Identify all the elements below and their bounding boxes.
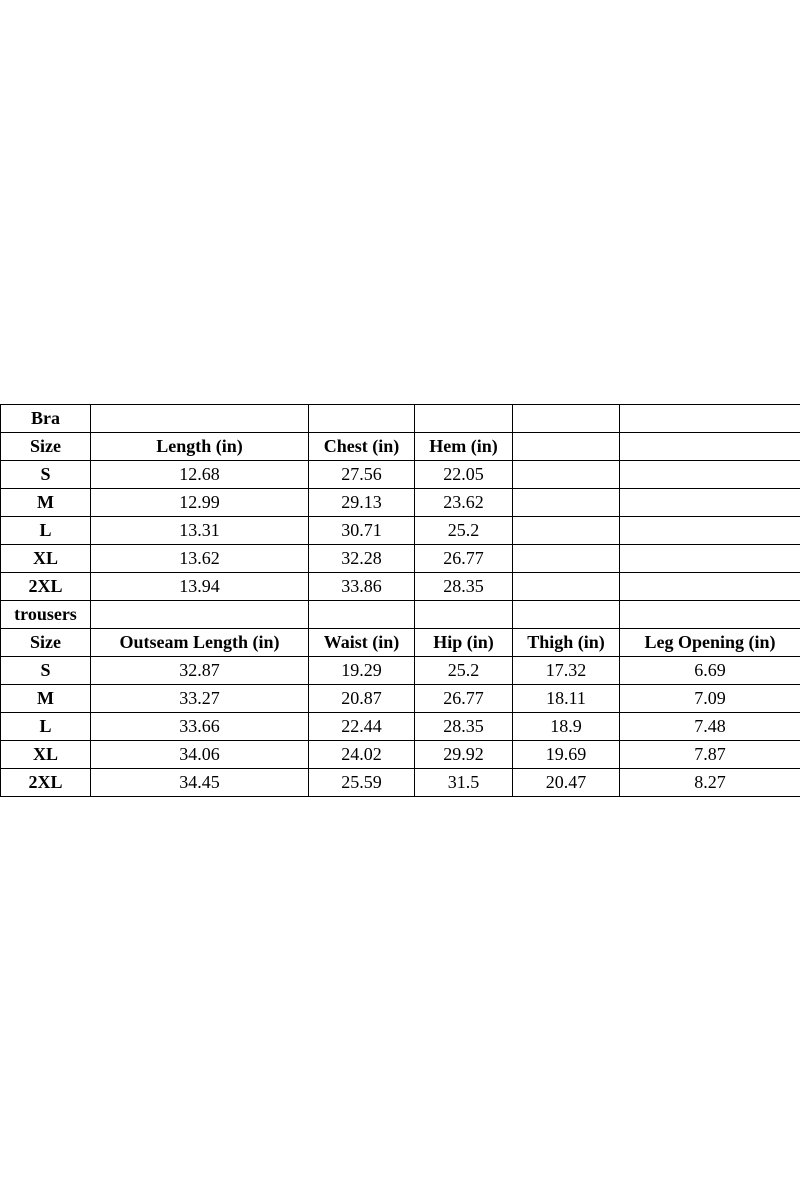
trousers-value-cell: 25.2 xyxy=(415,657,513,685)
bra-value-cell xyxy=(513,545,620,573)
empty-cell xyxy=(309,601,415,629)
trousers-value-cell: 19.29 xyxy=(309,657,415,685)
trousers-value-cell: 8.27 xyxy=(620,769,800,797)
bra-size-cell: L xyxy=(1,517,91,545)
trousers-column-header: Thigh (in) xyxy=(513,629,620,657)
trousers-size-cell: M xyxy=(1,685,91,713)
bra-value-cell xyxy=(513,461,620,489)
trousers-table-row xyxy=(1,741,800,769)
trousers-table-row xyxy=(1,713,800,741)
trousers-column-header: Leg Opening (in) xyxy=(620,629,800,657)
bra-column-header xyxy=(513,433,620,461)
bra-column-header: Chest (in) xyxy=(309,433,415,461)
trousers-header-row xyxy=(1,629,800,657)
bra-table-row xyxy=(1,489,800,517)
bra-value-cell: 33.86 xyxy=(309,573,415,601)
bra-value-cell xyxy=(620,545,800,573)
bra-table-row xyxy=(1,517,800,545)
bra-value-cell xyxy=(513,489,620,517)
trousers-column-header: Size xyxy=(1,629,91,657)
bra-value-cell: 26.77 xyxy=(415,545,513,573)
trousers-column-header: Hip (in) xyxy=(415,629,513,657)
bra-section-title-row xyxy=(1,405,800,433)
trousers-value-cell: 34.06 xyxy=(91,741,309,769)
empty-cell xyxy=(620,601,800,629)
trousers-value-cell: 33.66 xyxy=(91,713,309,741)
bra-value-cell: 32.28 xyxy=(309,545,415,573)
bra-value-cell xyxy=(620,517,800,545)
bra-value-cell: 12.99 xyxy=(91,489,309,517)
trousers-value-cell: 20.47 xyxy=(513,769,620,797)
trousers-value-cell: 22.44 xyxy=(309,713,415,741)
bra-size-cell: S xyxy=(1,461,91,489)
empty-cell xyxy=(91,405,309,433)
trousers-value-cell: 34.45 xyxy=(91,769,309,797)
bra-value-cell: 30.71 xyxy=(309,517,415,545)
bra-size-cell: M xyxy=(1,489,91,517)
bra-column-header xyxy=(620,433,800,461)
empty-cell xyxy=(513,405,620,433)
empty-cell xyxy=(309,405,415,433)
trousers-value-cell: 7.87 xyxy=(620,741,800,769)
bra-value-cell xyxy=(620,461,800,489)
trousers-value-cell: 18.11 xyxy=(513,685,620,713)
bra-table-row xyxy=(1,461,800,489)
bra-size-cell: XL xyxy=(1,545,91,573)
trousers-value-cell: 20.87 xyxy=(309,685,415,713)
empty-cell xyxy=(415,601,513,629)
trousers-column-header: Outseam Length (in) xyxy=(91,629,309,657)
bra-table-row xyxy=(1,573,800,601)
bra-value-cell: 12.68 xyxy=(91,461,309,489)
trousers-table-row xyxy=(1,657,800,685)
bra-value-cell xyxy=(620,573,800,601)
trousers-value-cell: 28.35 xyxy=(415,713,513,741)
trousers-value-cell: 26.77 xyxy=(415,685,513,713)
bra-column-header: Hem (in) xyxy=(415,433,513,461)
trousers-size-cell: S xyxy=(1,657,91,685)
bra-header-row xyxy=(1,433,800,461)
bra-value-cell xyxy=(513,517,620,545)
bra-value-cell: 28.35 xyxy=(415,573,513,601)
trousers-value-cell: 31.5 xyxy=(415,769,513,797)
trousers-size-cell: XL xyxy=(1,741,91,769)
bra-value-cell: 13.62 xyxy=(91,545,309,573)
trousers-size-cell: 2XL xyxy=(1,769,91,797)
trousers-section-title: trousers xyxy=(1,601,91,629)
bra-column-header: Size xyxy=(1,433,91,461)
trousers-value-cell: 7.48 xyxy=(620,713,800,741)
trousers-table-row xyxy=(1,769,800,797)
bra-size-cell: 2XL xyxy=(1,573,91,601)
size-chart-body xyxy=(1,405,800,797)
trousers-column-header: Waist (in) xyxy=(309,629,415,657)
bra-value-cell xyxy=(513,573,620,601)
bra-value-cell: 25.2 xyxy=(415,517,513,545)
bra-value-cell: 23.62 xyxy=(415,489,513,517)
trousers-value-cell: 25.59 xyxy=(309,769,415,797)
empty-cell xyxy=(415,405,513,433)
bra-value-cell: 22.05 xyxy=(415,461,513,489)
bra-value-cell: 29.13 xyxy=(309,489,415,517)
bra-value-cell: 13.94 xyxy=(91,573,309,601)
trousers-value-cell: 32.87 xyxy=(91,657,309,685)
bra-value-cell: 13.31 xyxy=(91,517,309,545)
trousers-value-cell: 7.09 xyxy=(620,685,800,713)
trousers-value-cell: 29.92 xyxy=(415,741,513,769)
trousers-value-cell: 17.32 xyxy=(513,657,620,685)
trousers-table-row xyxy=(1,685,800,713)
trousers-value-cell: 24.02 xyxy=(309,741,415,769)
bra-section-title: Bra xyxy=(1,405,91,433)
size-chart-table xyxy=(0,404,800,797)
trousers-size-cell: L xyxy=(1,713,91,741)
trousers-value-cell: 6.69 xyxy=(620,657,800,685)
empty-cell xyxy=(91,601,309,629)
empty-cell xyxy=(513,601,620,629)
trousers-value-cell: 33.27 xyxy=(91,685,309,713)
bra-value-cell xyxy=(620,489,800,517)
empty-cell xyxy=(620,405,800,433)
bra-column-header: Length (in) xyxy=(91,433,309,461)
trousers-value-cell: 18.9 xyxy=(513,713,620,741)
bra-table-row xyxy=(1,545,800,573)
trousers-value-cell: 19.69 xyxy=(513,741,620,769)
bra-value-cell: 27.56 xyxy=(309,461,415,489)
trousers-section-title-row xyxy=(1,601,800,629)
